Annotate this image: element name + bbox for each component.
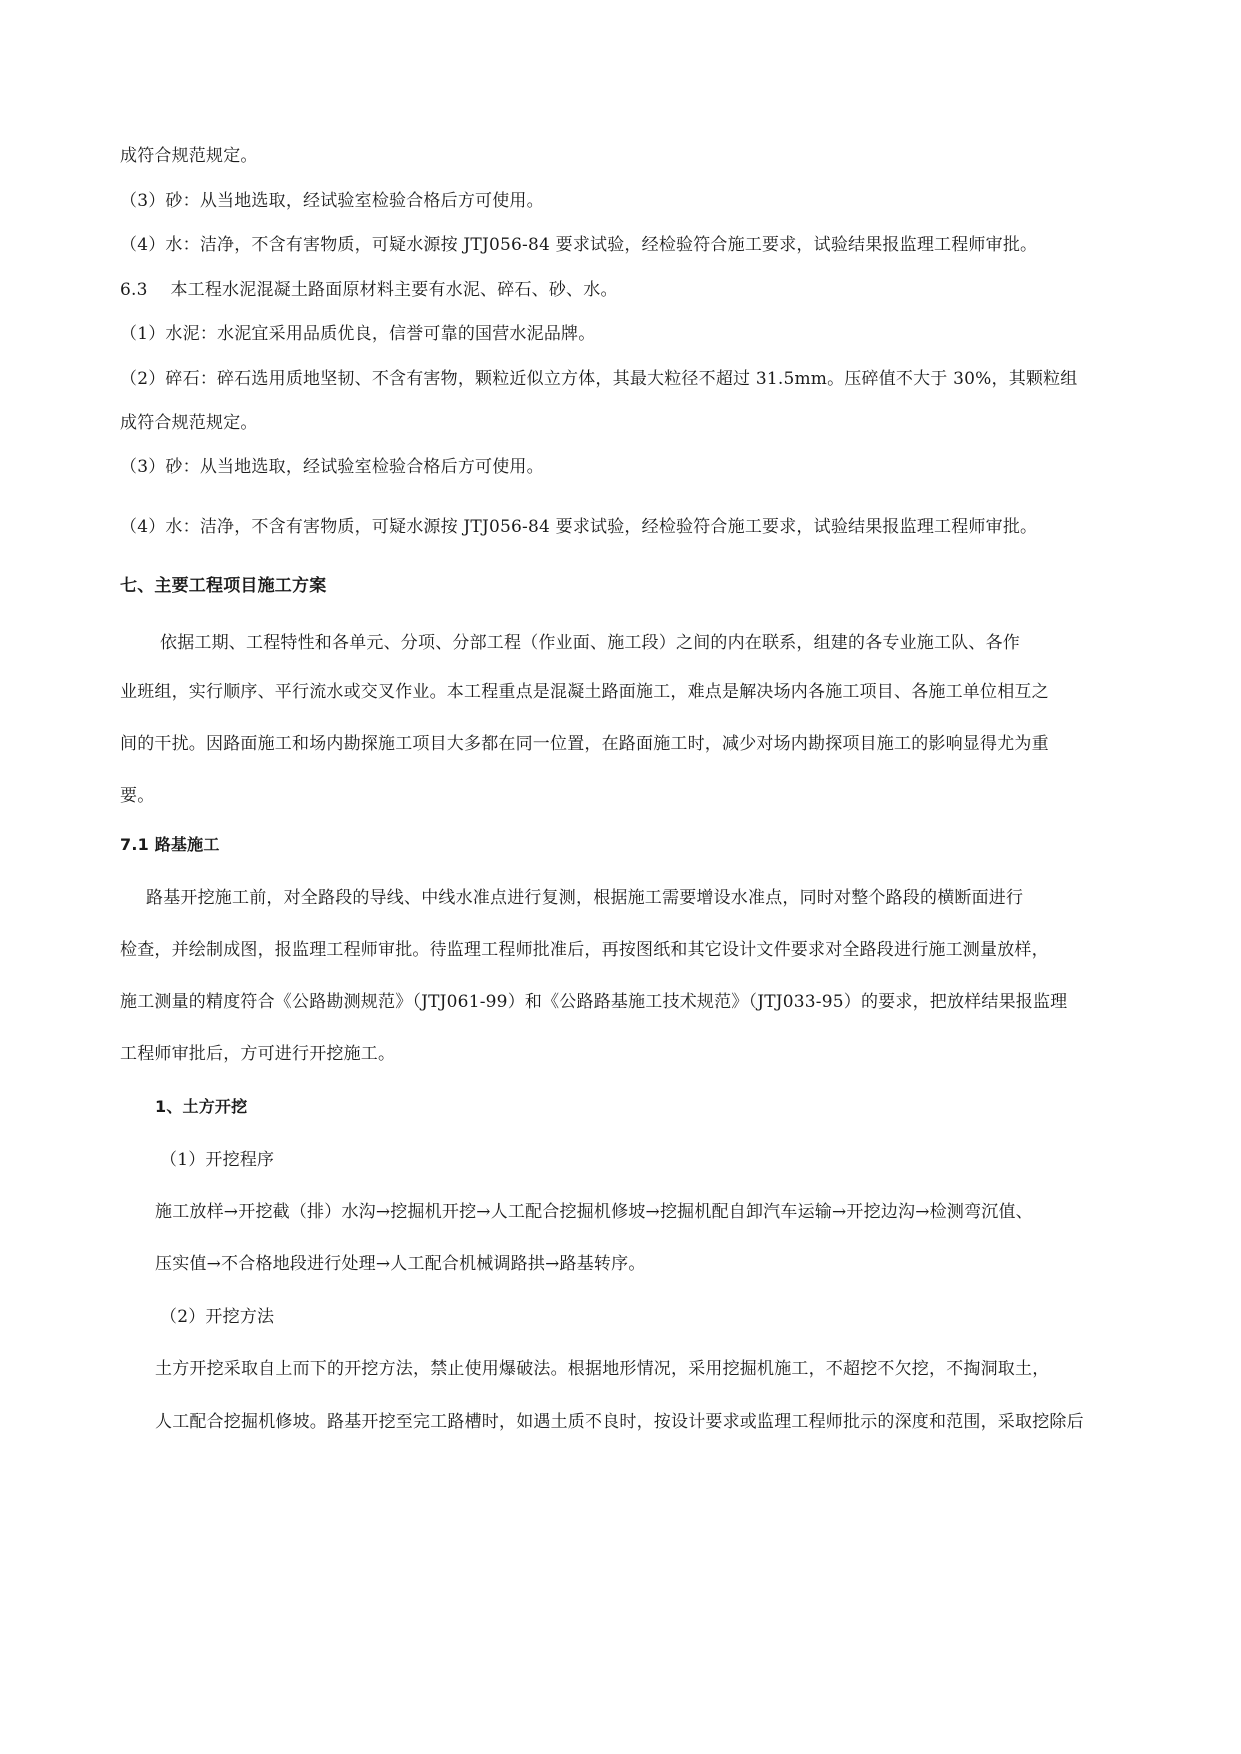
text-line: 土方开挖采取自上而下的开挖方法，禁止使用爆破法。根据地形情况，采用挖掘机施工，不超挖不欠挖，不掏洞取土， bbox=[155, 1359, 1050, 1379]
text-line: （4）水：洁净，不含有害物质，可疑水源按 JTJ056-84 要求试验，经检验符合施工要求，试验结果报监理工程师审批。 bbox=[120, 235, 1038, 255]
paragraph-first-line: 路基开挖施工前，对全路段的导线、中线水准点进行复测，根据施工需要增设水准点，同时对整个路段的横断面进行 bbox=[146, 888, 1024, 908]
paragraph-first-line: 依据工期、工程特性和各单元、分项、分部工程（作业面、施工段）之间的内在联系，组建的各专业施工队、各作 bbox=[160, 633, 1020, 653]
text-line: （4）水：洁净，不含有害物质，可疑水源按 JTJ056-84 要求试验，经检验符合施工要求，试验结果报监理工程师审批。 bbox=[120, 517, 1038, 537]
text-line: 施工测量的精度符合《公路勘测规范》（JTJ061-99）和《公路路基施工技术规范》（JTJ033-95）的要求，把放样结果报监理 bbox=[120, 992, 1068, 1012]
item-heading: （2）开挖方法 bbox=[160, 1307, 275, 1327]
text-line: 间的干扰。因路面施工和场内勘探施工项目大多都在同一位置，在路面施工时，减少对场内勘探项目施工的影响显得尤为重 bbox=[120, 734, 1049, 754]
text-line: （3）砂：从当地选取，经试验室检验合格后方可使用。 bbox=[120, 457, 544, 477]
text-line: 人工配合挖掘机修坡。路基开挖至完工路槽时，如遇土质不良时，按设计要求或监理工程师批示的深度和范围，采取挖除后 bbox=[155, 1412, 1084, 1432]
text-line: 要。 bbox=[120, 786, 155, 806]
text-line: 施工放样→开挖截（排）水沟→挖掘机开挖→人工配合挖掘机修坡→挖掘机配自卸汽车运输→开挖边沟→检测弯沉值、 bbox=[155, 1202, 1033, 1222]
text-line: （1）水泥：水泥宜采用品质优良，信誉可靠的国营水泥品牌。 bbox=[120, 324, 596, 344]
text-line: （2）碎石：碎石选用质地坚韧、不含有害物，颗粒近似立方体，其最大粒径不超过 31.5mm。压碎值不大于 30%，其颗粒组 bbox=[120, 369, 1078, 389]
text-line: 工程师审批后，方可进行开挖施工。 bbox=[120, 1044, 396, 1064]
text-line: 成符合规范规定。 bbox=[120, 146, 258, 166]
section-heading-7-1: 7.1 路基施工 bbox=[120, 835, 220, 854]
text-line: 压实值→不合格地段进行处理→人工配合机械调路拱→路基转序。 bbox=[155, 1254, 646, 1274]
subsection-heading: 1、土方开挖 bbox=[155, 1097, 248, 1116]
text-line: 检查，并绘制成图，报监理工程师审批。待监理工程师批准后，再按图纸和其它设计文件要求对全路段进行施工测量放样， bbox=[120, 940, 1049, 960]
chapter-heading: 七、主要工程项目施工方案 bbox=[120, 576, 327, 596]
text-line: （3）砂：从当地选取，经试验室检验合格后方可使用。 bbox=[120, 191, 544, 211]
text-line: 业班组，实行顺序、平行流水或交叉作业。本工程重点是混凝土路面施工，难点是解决场内各施工项目、各施工单位相互之 bbox=[120, 682, 1049, 702]
text-line: 成符合规范规定。 bbox=[120, 413, 258, 433]
section-heading-6-3: 6.3 本工程水泥混凝土路面原材料主要有水泥、碎石、砂、水。 bbox=[120, 280, 618, 300]
item-heading: （1）开挖程序 bbox=[160, 1150, 275, 1170]
